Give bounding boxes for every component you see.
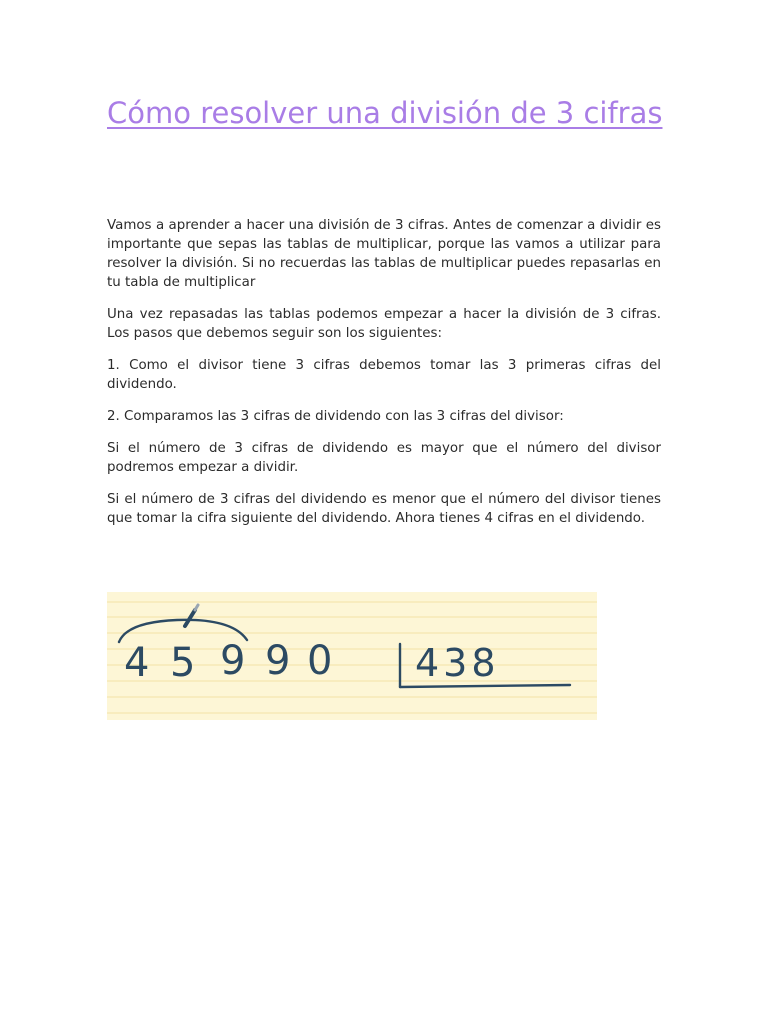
- title-link[interactable]: Cómo resolver una división de 3 cifras: [107, 96, 663, 130]
- dividend-digit: 4: [124, 640, 150, 686]
- page-title: [107, 92, 667, 135]
- dividend-digit: 5: [170, 640, 196, 686]
- divisor: 438: [415, 641, 500, 685]
- paragraph-intro: Vamos a aprender a hacer una división de 3 cifras. Antes de comenzar a dividir es importante que sepas las tablas de multiplicar, porque las vamos a utilizar para resolver la división. Si no recuerdas las tablas de multiplicar puedes repasarlas en tu tabla de multiplicar: [107, 218, 661, 290]
- pen-icon: [185, 605, 198, 626]
- paragraph-step-1: 1. Como el divisor tiene 3 cifras debemos tomar las 3 primeras cifras del dividendo.: [107, 358, 661, 392]
- dividend-digit: 0: [307, 638, 333, 684]
- paragraph-step-2: 2. Comparamos las 3 cifras de dividendo con las 3 cifras del divisor:: [107, 409, 564, 424]
- paragraph-lesser-case: Si el número de 3 cifras del dividendo es menor que el número del divisor tienes que tomar la cifra siguiente del dividendo. Ahora tienes 4 cifras en el dividendo.: [107, 492, 661, 526]
- dividend-digit: 9: [265, 638, 291, 684]
- dividend: [124, 638, 332, 686]
- paragraph-greater-case: Si el número de 3 cifras de dividendo es mayor que el número del divisor podremos empezar a dividir.: [107, 441, 661, 475]
- handwritten-division-svg: [107, 592, 597, 720]
- paragraph-steps-intro: Una vez repasadas las tablas podemos empezar a hacer la división de 3 cifras. Los pasos que debemos seguir son los siguientes:: [107, 307, 661, 341]
- dividend-digit: 9: [220, 638, 246, 684]
- division-illustration: [107, 592, 597, 720]
- document-body: [107, 216, 661, 541]
